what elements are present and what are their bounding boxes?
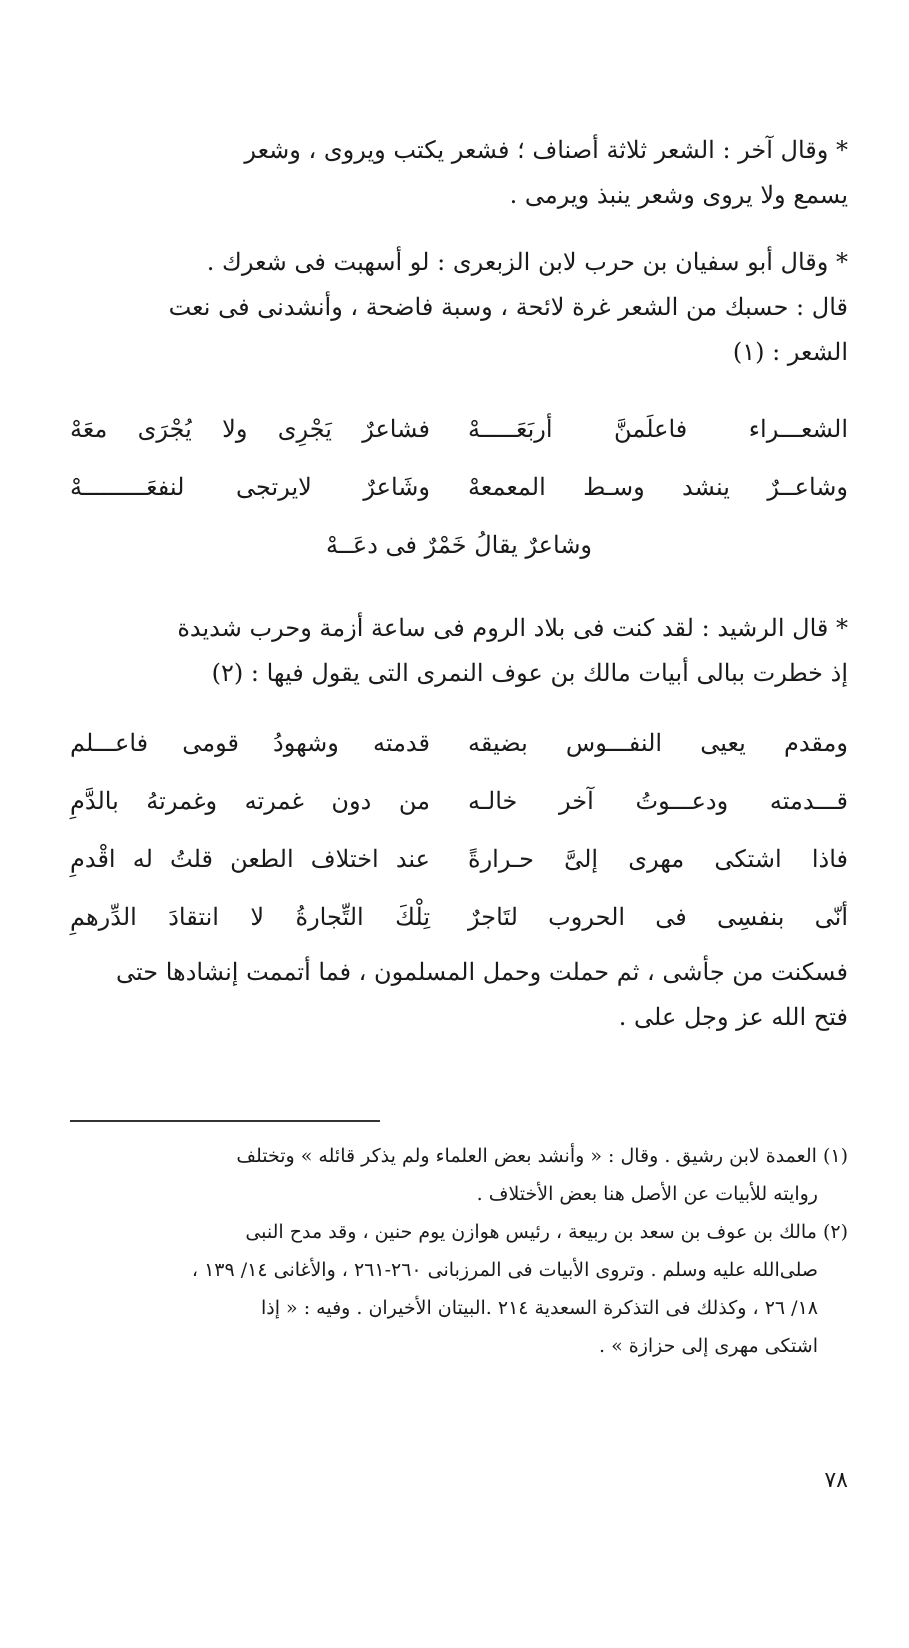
paragraph-line: * وقال أبو سفيان بن حرب لابن الزبعرى : لو أسهبت فى شعرك . xyxy=(206,248,848,276)
poem-verse xyxy=(70,772,848,830)
paragraph-line: يسمع ولا يروى وشعر ينبذ ويرمى . xyxy=(509,181,848,209)
paragraph-line: قال : حسبك من الشعر غرة لائحة ، وسبة فاضحة ، وأنشدنى فى نعت xyxy=(168,293,848,321)
page-number: ٧٨ xyxy=(824,1468,848,1493)
verse-first-hemistich: قـــدمته ودعـــوتُ آخر خالـه xyxy=(468,787,848,815)
footnote-line: صلى‌الله عليه وسلم . وتروى الأبيات فى المرزبانى ٢٦٠-٢٦١ ، والأغانى ١٤/ ١٣٩ ، xyxy=(191,1259,818,1281)
paragraph-line: * قال الرشيد : لقد كنت فى بلاد الروم فى ساعة أزمة وحرب شديدة xyxy=(177,614,848,642)
paragraph-poetry-types xyxy=(70,128,848,218)
verse-second-hemistich: تِلْكَ التِّجارةُ لا انتقادَ الدِّرهمِ xyxy=(70,903,430,931)
paragraph-al-rashid xyxy=(70,606,848,696)
footnote-1 xyxy=(70,1137,848,1213)
paragraph-abu-sufyan xyxy=(70,240,848,375)
poem-verse xyxy=(70,458,848,516)
footnote-2 xyxy=(70,1213,848,1365)
poem-verse xyxy=(70,400,848,458)
paragraph-conclusion xyxy=(70,950,848,1040)
verse-first-hemistich: فاذا اشتكى مهرى إلىَّ حـرارةً xyxy=(468,845,848,873)
poem-verse xyxy=(70,830,848,888)
document-page xyxy=(70,0,848,1648)
verse-first-hemistich: وشاعــرٌ ينشد وسـط المعمعهْ xyxy=(468,473,848,501)
paragraph-line: * وقال آخر : الشعر ثلاثة أصناف ؛ فشعر يكتب ويروى ، وشعر xyxy=(244,136,848,164)
verse-second-hemistich: فشاعرٌ يَجْرِى ولا يُجْرَى معَهْ xyxy=(70,415,430,443)
poem-verse xyxy=(70,888,848,946)
verse-second-hemistich: من دون غمرته وغمرتهُ بالدَّمِ xyxy=(70,787,430,815)
footnote-line: روايته للأبيات عن الأصل هنا بعض الأختلاف . xyxy=(476,1183,818,1205)
footnote-divider xyxy=(70,1120,380,1122)
poem-verse xyxy=(70,714,848,772)
verse-second-hemistich: عند اختلاف الطعن قلتُ له اقْدمِ xyxy=(70,845,430,873)
verse-first-hemistich: الشعـــراء فاعلَمنَّ أربَعَـــــهْ xyxy=(468,415,848,443)
footnotes xyxy=(70,1137,848,1365)
footnote-line: ١٨/ ٢٦ ، وكذلك فى التذكرة السعدية ٢١٤ .البيتان الأخيران . وفيه : « إذا xyxy=(260,1297,818,1319)
footnote-line: (٢) مالك بن عوف بن سعد بن ربيعة ، رئيس هوازن يوم حنين ، وقد مدح النبى xyxy=(245,1221,848,1243)
verse-first-hemistich: وشاعرٌ يقالُ خَمْرٌ فى دعَــهْ xyxy=(325,531,593,559)
paragraph-line: فسكنت من جأشى ، ثم حملت وحمل المسلمون ، فما أتممت إنشادها حتى xyxy=(116,958,848,986)
verse-first-hemistich: ومقدم يعيى النفـــوس بضيقه xyxy=(468,729,848,757)
verse-second-hemistich: وشَاعرٌ لايرتجى لنفعَـــــــــهْ xyxy=(70,473,430,501)
poem-four-poets xyxy=(70,400,848,574)
poem-verse xyxy=(70,516,848,574)
paragraph-line: إذ خطرت ببالى أبيات مالك بن عوف النمرى التى يقول فيها : (٢) xyxy=(211,659,848,687)
verse-second-hemistich: قدمته وشهودُ قومى فاعـــلم xyxy=(70,729,430,757)
paragraph-line: الشعر : (١) xyxy=(732,338,848,366)
paragraph-line: فتح الله عز وجل على . xyxy=(618,1003,848,1031)
footnote-line: اشتكى مهرى إلى حزازة » . xyxy=(599,1335,818,1357)
poem-malik-bin-awf xyxy=(70,714,848,946)
footnote-line: (١) العمدة لابن رشيق . وقال : « وأنشد بعض العلماء ولم يذكر قائله » وتختلف xyxy=(236,1145,848,1167)
verse-first-hemistich: أنّى بنفسِى فى الحروب لتَاجرٌ xyxy=(468,903,848,931)
